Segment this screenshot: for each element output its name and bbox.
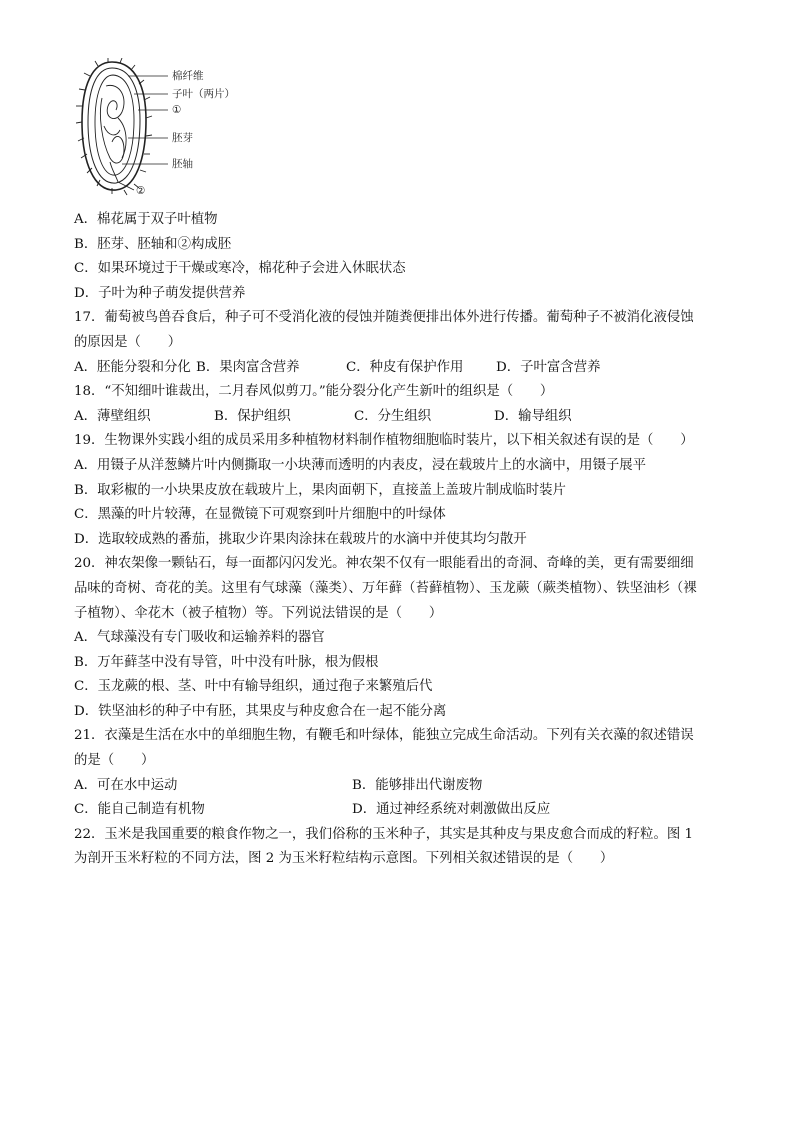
cotton-seed-figure [76, 58, 276, 208]
q17-option-b[interactable]: B．果肉富含营养 [196, 359, 300, 375]
q20-stem-line-1: 20．神农架像一颗钻石，每一面都闪闪发光。神农架不仅有一眼能看出的奇洞、奇峰的美，更有需要细细 [74, 556, 694, 572]
q21-stem-line-2: 的是（ ） [74, 753, 155, 769]
q18-stem: 18．“不知细叶谁裁出，二月春风似剪刀。”能分裂分化产生新叶的组织是（ ） [74, 384, 554, 400]
q18-option-a[interactable]: A．薄壁组织 [74, 408, 151, 424]
q22-stem-line-1: 22．玉米是我国重要的粮食作物之一，我们俗称的玉米种子，其实是其种皮与果皮愈合而成的籽粒。图 1 [74, 826, 693, 842]
label-marker-2: ② [136, 185, 146, 197]
q17-option-a[interactable]: A．胚能分裂和分化 [74, 359, 191, 375]
q19-option-c[interactable]: C．黑藻的叶片较薄，在显微镜下可观察到叶片细胞中的叶绿体 [74, 507, 446, 523]
q16-option-b[interactable]: B．胚芽、胚轴和②构成胚 [74, 236, 232, 252]
q21-option-a[interactable]: A．可在水中运动 [74, 777, 178, 793]
q21-option-d[interactable]: D．通过神经系统对刺激做出反应 [352, 802, 551, 818]
q19-option-a[interactable]: A．用镊子从洋葱鳞片叶内侧撕取一小块薄而透明的内表皮，浸在载玻片上的水滴中，用镊子展平 [74, 457, 647, 473]
q20-option-c[interactable]: C．玉龙蕨的根、茎、叶中有输导组织，通过孢子来繁殖后代 [74, 679, 433, 695]
q19-stem: 19．生物课外实践小组的成员采用多种植物材料制作植物细胞临时装片，以下相关叙述有误的是（ ） [74, 433, 694, 449]
q18-option-b[interactable]: B．保护组织 [214, 408, 291, 424]
q17-options [74, 356, 724, 381]
label-plumule: 胚芽 [172, 132, 193, 144]
q18-option-d[interactable]: D．输导组织 [494, 408, 572, 424]
question-content [74, 208, 724, 872]
q20-option-a[interactable]: A．气球藻没有专门吸收和运输养料的器官 [74, 630, 325, 646]
q17-option-d[interactable]: D．子叶富含营养 [496, 359, 601, 375]
label-marker-1: ① [172, 104, 182, 116]
q16-option-d[interactable]: D．子叶为种子萌发提供营养 [74, 285, 246, 301]
q21-options-row-2 [74, 798, 724, 823]
q17-option-c[interactable]: C．种皮有保护作用 [346, 359, 464, 375]
label-cotton-fiber: 棉纤维 [172, 70, 204, 82]
q17-stem-line-2: 的原因是（ ） [74, 334, 182, 350]
q18-options [74, 405, 724, 430]
q19-option-b[interactable]: B．取彩椒的一小块果皮放在载玻片上，果肉面朝下，直接盖上盖玻片制成临时装片 [74, 482, 566, 498]
q21-options-row-1 [74, 774, 724, 799]
label-cotyledons: 子叶（两片） [172, 88, 235, 100]
q16-option-a[interactable]: A．棉花属于双子叶植物 [74, 212, 218, 227]
q17-stem-line-1: 17．葡萄被鸟兽吞食后，种子可不受消化液的侵蚀并随粪便排出体外进行传播。葡萄种子不被消化液侵蚀 [74, 310, 694, 326]
q19-option-d[interactable]: D．选取较成熟的番茄，挑取少许果肉涂抹在载玻片的水滴中并使其均匀散开 [74, 531, 527, 547]
q16-option-c[interactable]: C．如果环境过于干燥或寒冷，棉花种子会进入休眠状态 [74, 261, 406, 277]
q20-stem-line-3: 子植物）、伞花木（被子植物）等。下列说法错误的是（ ） [74, 605, 443, 621]
label-hypocotyl: 胚轴 [172, 158, 193, 170]
q20-stem-line-2: 品味的奇树、奇花的美。这里有气球藻（藻类）、万年藓（苔藓植物）、玉龙蕨（蕨类植物）、铁坚油杉（裸 [74, 580, 697, 596]
q21-stem-line-1: 21．衣藻是生活在水中的单细胞生物，有鞭毛和叶绿体，能独立完成生命活动。下列有关衣藻的叙述错误 [74, 728, 694, 744]
q18-option-c[interactable]: C．分生组织 [354, 408, 432, 424]
q21-option-c[interactable]: C．能自己制造有机物 [74, 802, 205, 818]
q22-stem-line-2: 为剖开玉米籽粒的不同方法，图 2 为玉米籽粒结构示意图。下列相关叙述错误的是（ ） [74, 851, 614, 867]
q21-option-b[interactable]: B．能够排出代谢废物 [352, 777, 483, 793]
q20-option-d[interactable]: D．铁坚油杉的种子中有胚，其果皮与种皮愈合在一起不能分离 [74, 703, 447, 719]
q20-option-b[interactable]: B．万年藓茎中没有导管，叶中没有叶脉，根为假根 [74, 654, 379, 670]
